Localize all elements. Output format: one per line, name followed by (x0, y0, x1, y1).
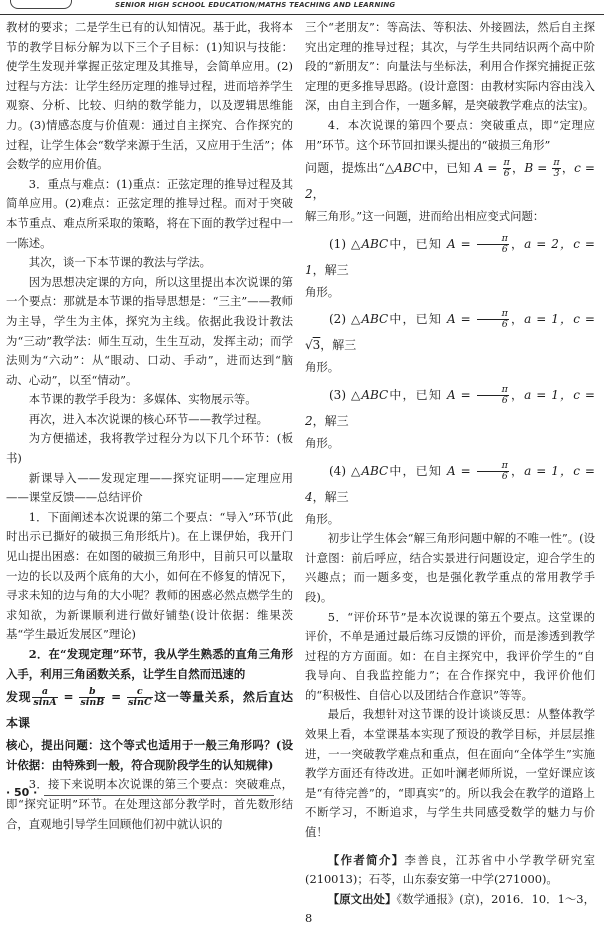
paragraph: 3．接下来说明本次说课的第三个要点：突破难点，即“探究证明”环节。在处理这部分教学时，首先数形结合，直观地引导学生回顾他们初中就认识的 (6, 777, 293, 831)
paragraph: 再次，进入本次说课的核心环节——教学过程。 (28, 411, 269, 426)
paragraph: 教材的要求；二是学生已有的认知情况。基于此，我将本节的教学目标分解为以下三个子目标：(1)知识与技能：使学生发现并掌握正弦定理及其推导，会简单应用。(2)过程与方法：让学生经历定理的推导过程，进而培养学生观察、分析、比较、归纳的数学能力，以及逻辑思维能力。(3)情感态度与价值观：通过自主探究、合作探究的过程，让学生体会“数学来源于生活，又应用于生活”；体会数学的应用价值。 (6, 20, 293, 172)
fraction-b-sinB: $\frac{b}{\sin B}$ (80, 686, 105, 709)
paragraph: 解三角形。”这一问题，进而给出相应变式问题： (305, 209, 545, 224)
source-info: 【原文出处】《数学通报》(京)，2016．10．1～3，8 (305, 891, 595, 926)
paragraph: 三个“老朋友”：等高法、等积法、外接圆法，然后自主探究出定理的推导过程；其次，与学生共同结识两个高中阶段的“新朋友”：向量法与坐标法，利用合作探究捕捉正弦定理的更多推导思路。(设计意图：由教材实际内容由浅入深，由自主到合作，一题多解，是突破教学难点的法宝)。 (305, 20, 595, 113)
paragraph: 5．“评价环节”是本次说课的第五个要点。这堂课的评价，不单是通过最后练习反馈的评价，而是渗透到教学过程的方方面面。如：在自主探究中，我评价学生的“自我导向、自我监控能力”；在合作探究中，我评价他们的“积极性、自信心以及团结合作意识”等等。 (305, 609, 595, 702)
discover-word: 发现 (6, 690, 32, 705)
paragraph: 为方便描述，我将教学过程分为以下几个环节：(板书) (6, 431, 293, 466)
teaching-flow-board: 新课导入——发现定理——探究证明——定理应用——课堂反馈——总结评价 (6, 470, 293, 505)
variant-problem-4: (4) △ABC中，已知 A = $\frac{\pi}{6}$ ，a = 1，c = 4，解三 (305, 459, 595, 504)
paragraph: 本节课的教学手段为：多媒体、实物展示等。 (28, 392, 257, 407)
paragraph: 角形。 (305, 511, 340, 526)
journal-english-title: SENIOR HIGH SCHOOL EDUCATION/MATHS TEACHING AND LEARNING (115, 1, 396, 9)
variant-problem-2: (2) △ABC中，已知 A = $\frac{\pi}{6}$ ，a = 1，c = √3，解三 (305, 308, 595, 353)
paragraph: 3．重点与难点：(1)重点：正弦定理的推导过程及其简单应用。(2)难点：正弦定理的推导过程。而对于突破本节重点、难点所采取的策略，将在下面的教学过程中一一陈述。 (6, 176, 293, 250)
paragraph: 因为思想决定课的方向，所以这里提出本次说课的第一个要点：那就是本节课的指导思想是：“三主”——教师为主导，学生为主体，探究为主线。依据此我设计教法为“三动”教学法：师生互动，生生互动，发挥主动；而学法则为“六动”：从“眼动、口动、手动”，进而达到“脑动、心动”，以至“情动”。 (6, 274, 293, 387)
paragraph: 1．下面阐述本次说课的第二个要点：“导入”环节(此时出示已撕好的破损三角形纸片)。在上课伊始，我开门见山提出困惑：在如图的破损三角形中，目前只可以量取一边的长以及两个底角的大小，如何在不修复的情况下，寻求未知的边与角的大小呢？教师的困惑必然点燃学生的求知欲，为新课顺利进行做好铺垫(设计依据：维果茨基“学生最近发展区”理论) (6, 509, 293, 642)
paragraph: 角形。 (305, 284, 340, 299)
fraction-c-sinC: $\frac{c}{\sin C}$ (128, 686, 152, 709)
paragraph: 角形。 (305, 360, 340, 375)
problem-statement: 问题，提炼出“△ABC中，已知 A = $\frac{\pi}{6}$ ，B = $\frac{\pi}{3}$ ，c = 2， (305, 157, 595, 202)
variant-problem-1: (1) △ABC中，已知 A = $\frac{\pi}{6}$ ，a = 2，c = 1，解三 (305, 232, 595, 277)
left-column (6, 18, 293, 834)
paragraph: 其次，谈一下本节课的教法与学法。 (28, 255, 212, 270)
author-info: 【作者简介】李善良，江苏省中小学教学研究室(210013)；石苓，山东泰安第一中学(271000)。 (305, 852, 595, 887)
header-tab-decoration (10, 0, 72, 9)
footer-divider (44, 795, 274, 796)
running-header (0, 0, 604, 15)
paragraph: 核心，提出问题：这个等式也适用于一般三角形吗？(设计依据：由特殊到一般，符合现阶段学生的认知规律) (6, 738, 293, 772)
sine-law-formula-line: 发现 $\frac{a}{\sin A}$ = $\frac{b}{\sin B}$ = $\frac{c}{\sin C}$ 这一等量关系，然后直达本课 (6, 686, 293, 731)
fraction-a-sinA: $\frac{a}{\sin A}$ (33, 686, 57, 709)
paragraph: 角形。 (305, 435, 340, 450)
paragraph: 2．在“发现定理”环节，我从学生熟悉的直角三角形入手，利用三角函数关系，让学生自然而迅速的 (6, 647, 293, 681)
paragraph: 4．本次说课的第四个要点：突破重点，即“定理应用”环节。这个环节回扣课头提出的“破损三角形” (305, 117, 595, 152)
right-column (305, 18, 595, 929)
variant-problem-3: (3) △ABC中，已知 A = $\frac{\pi}{6}$ ，a = 1，c = 2，解三 (305, 383, 595, 428)
paragraph: 最后，我想针对这节课的设计谈谈反思：从整体教学效果上看，本堂课基本实现了预设的教学目标，并层层推进，一一突破教学难点和重点，但在面向“全体学生”实施教学方面还有待改进。正如叶澜老师所说，一堂好课应该是“有待完善”的，“即真实”的。所以我会在教学的道路上不断学习，不断追求，与学生共同感受数学的魅力与价值！ (305, 707, 595, 840)
page-number: · 50 · (6, 786, 38, 799)
paragraph: 初步让学生体会“解三角形问题中解的不唯一性”。(设计意图：前后呼应，结合实景进行问题设定，迎合学生的兴趣点；而一题多变，也是强化教学重点的常用教学手段)。 (305, 531, 595, 604)
